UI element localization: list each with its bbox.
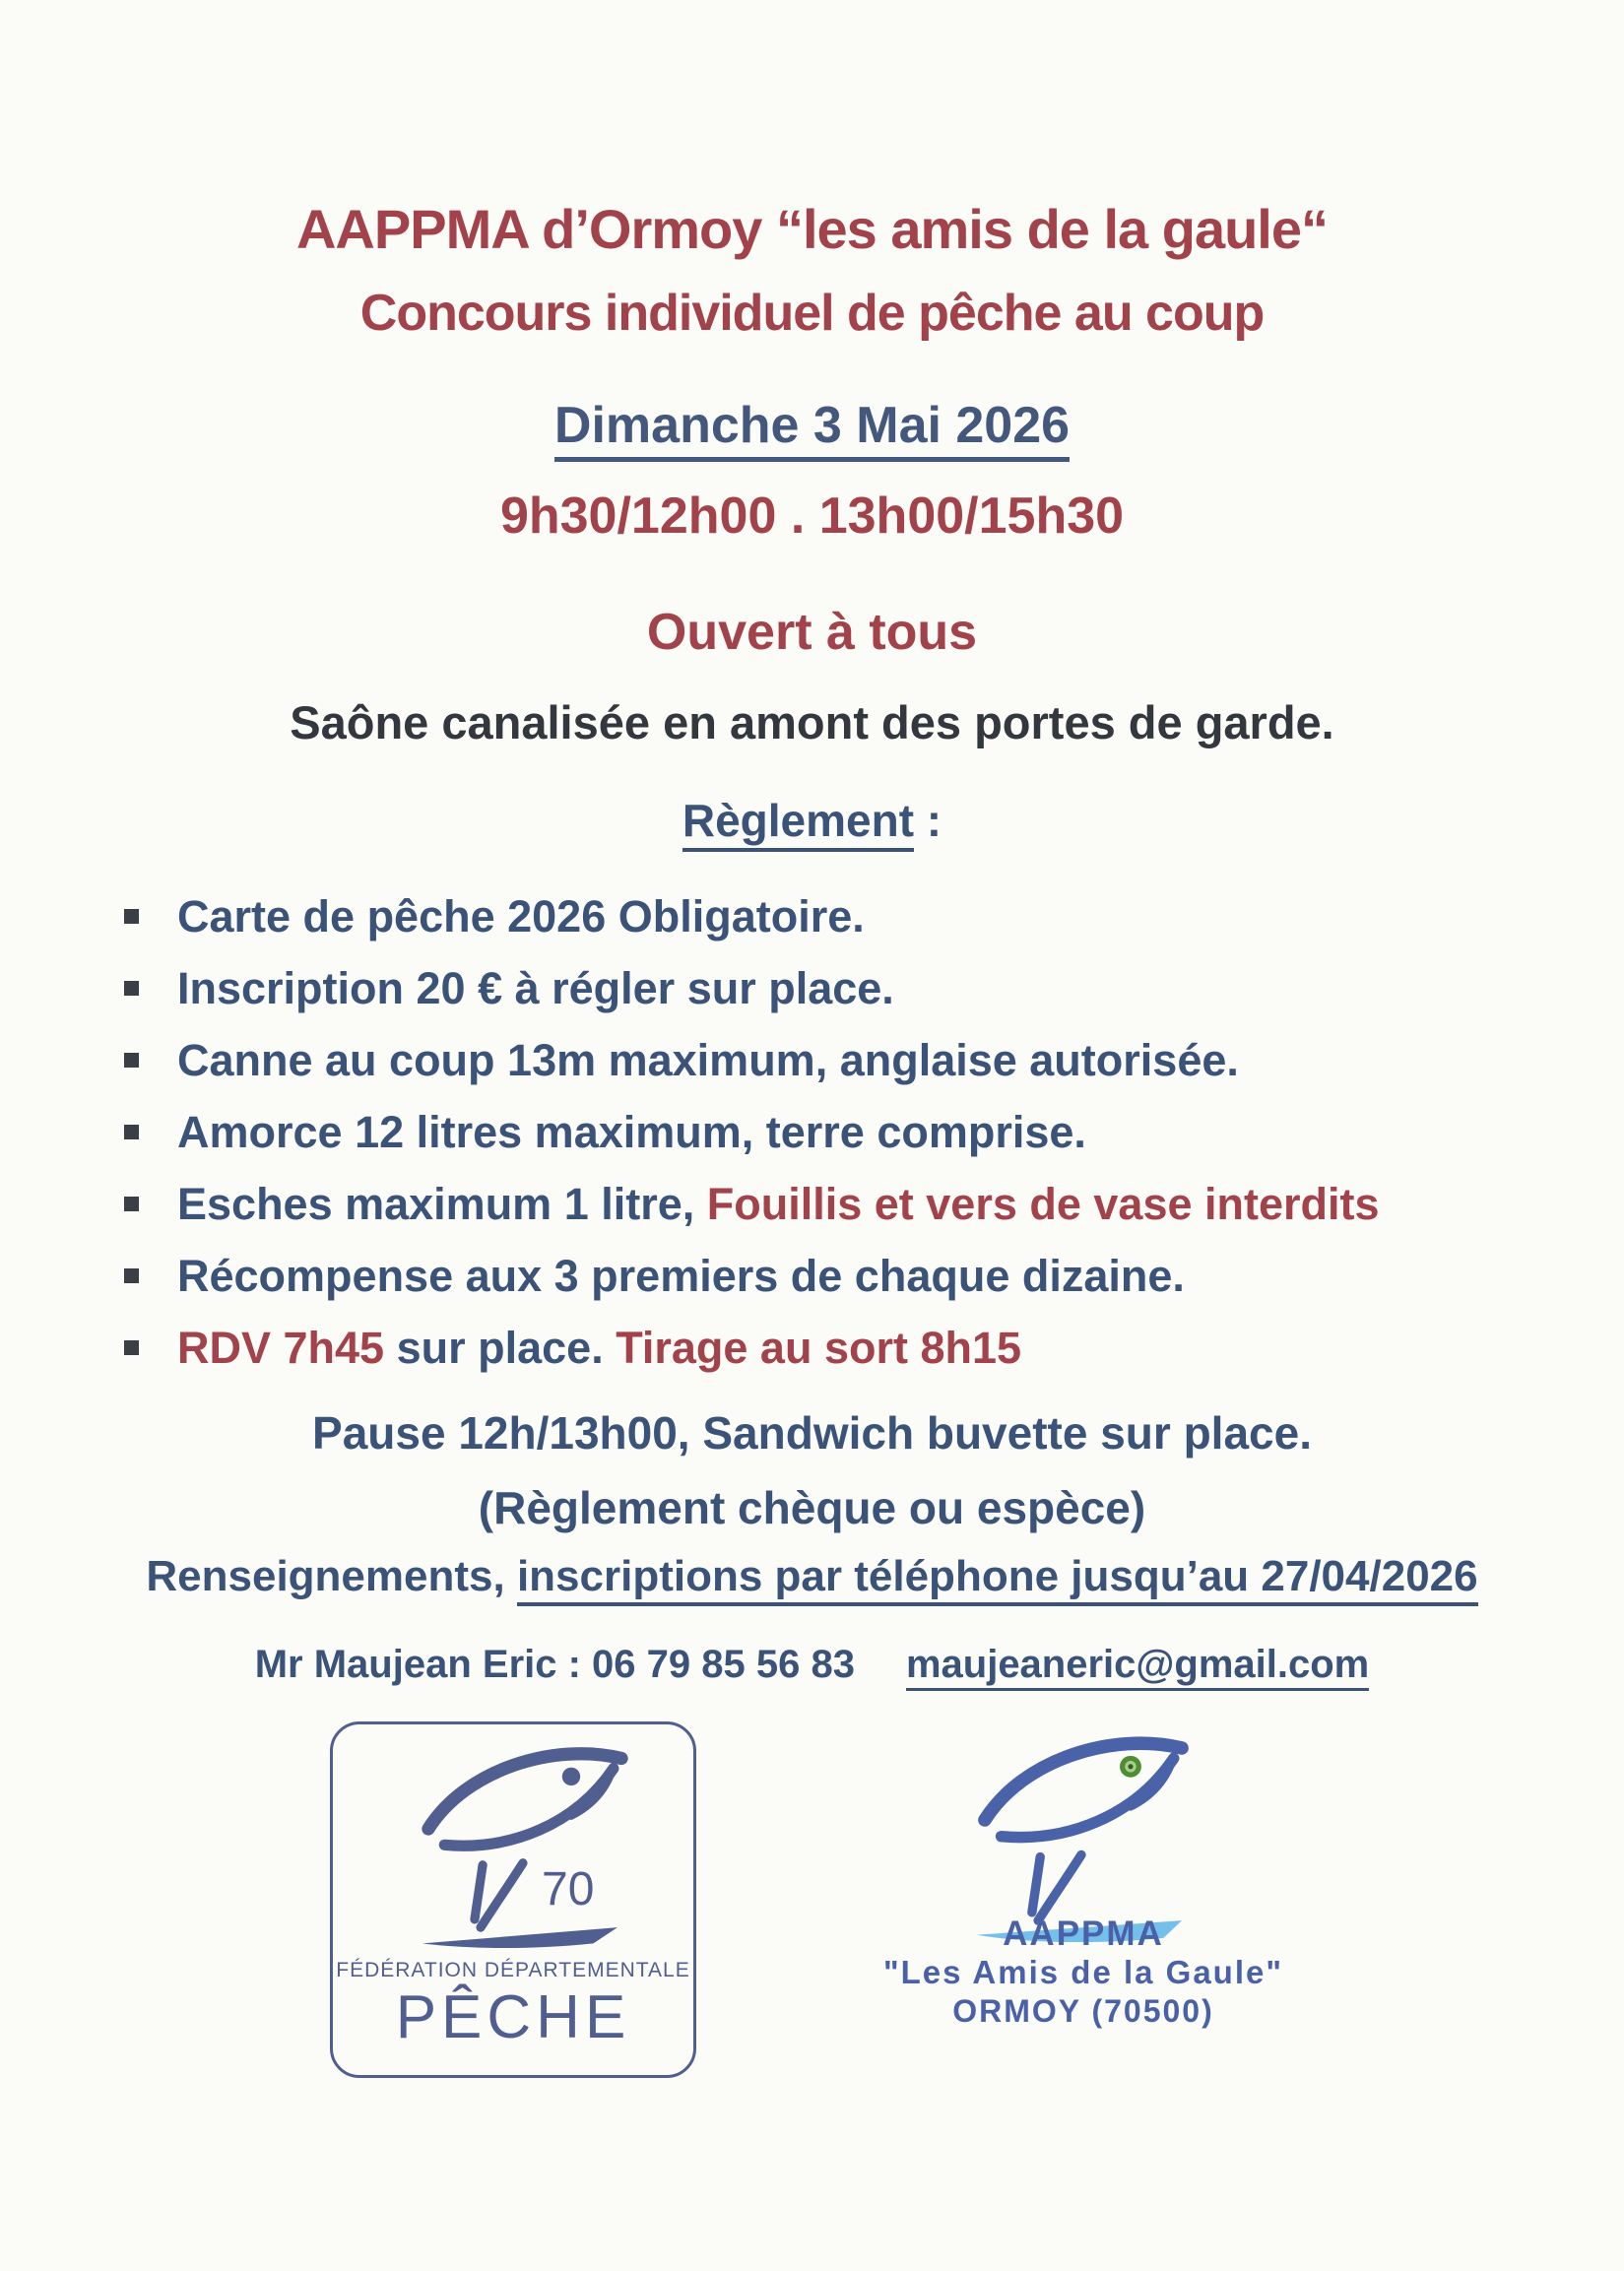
square-bullet-icon (124, 1125, 139, 1139)
rule-text: Esches maximum 1 litre, (177, 1179, 707, 1229)
square-bullet-icon (124, 1340, 139, 1355)
square-bullet-icon (124, 1053, 139, 1068)
rule-item-amorce (0, 1096, 1624, 1168)
square-bullet-icon (124, 1197, 139, 1211)
rule-text-warning: Fouillis et vers de vase interdits (706, 1179, 1380, 1229)
rule-text: Récompense aux 3 premiers de chaque dizaine. (177, 1251, 1185, 1301)
federation-number: 70 (542, 1863, 595, 1915)
pause-info: Pause 12h/13h00, Sandwich buvette sur place. (312, 1407, 1312, 1459)
federation-peche-logo (330, 1721, 696, 2078)
payment-info: (Règlement chèque ou espèce) (478, 1482, 1146, 1533)
rule-text: Amorce 12 litres maximum, terre comprise. (177, 1107, 1086, 1157)
rule-item-recompense (0, 1240, 1624, 1312)
square-bullet-icon (124, 1268, 139, 1283)
venue: Saône canalisée en amont des portes de garde. (290, 696, 1334, 748)
rules-heading-line (0, 794, 1624, 847)
square-bullet-icon (124, 909, 139, 924)
registration-deadline: inscriptions par téléphone jusqu’au 27/04/2026 (517, 1552, 1478, 1606)
contact-email: maujeaneric@gmail.com (906, 1643, 1369, 1691)
aappma-club: "Les Amis de la Gaule" (882, 1954, 1284, 1990)
registration-info-prefix: Renseignements, (146, 1552, 517, 1600)
rule-text: Carte de pêche 2026 Obligatoire. (177, 891, 865, 941)
rules-heading-colon: : (914, 795, 942, 846)
rule-text: sur place. (396, 1323, 617, 1373)
aappma-org: AAPPMA (1003, 1914, 1164, 1953)
rule-item-carte (0, 880, 1624, 952)
rules-list (0, 880, 1624, 1384)
federation-name: FÉDÉRATION DÉPARTEMENTALE (336, 1959, 690, 1981)
rule-text-rdv: RDV 7h45 (177, 1323, 397, 1373)
rule-item-esches (0, 1168, 1624, 1240)
contact-name-phone: Mr Maujean Eric : 06 79 85 56 83 (254, 1643, 855, 1686)
event-date-line (0, 396, 1624, 455)
aappma-city: ORMOY (70500) (952, 1993, 1214, 2029)
rule-item-canne (0, 1024, 1624, 1096)
federation-word: PÊCHE (395, 1983, 631, 2051)
square-bullet-icon (124, 981, 139, 996)
open-to-all: Ouvert à tous (646, 604, 978, 661)
rule-text-tirage: Tirage au sort 8h15 (616, 1323, 1022, 1373)
rule-item-rdv (0, 1312, 1624, 1384)
aappma-logo (867, 1716, 1300, 2050)
contact-line (0, 1643, 1624, 1687)
event-times: 9h30/12h00 . 13h00/15h30 (499, 487, 1125, 545)
event-date: Dimanche 3 Mai 2026 (554, 397, 1070, 462)
rule-text: Canne au coup 13m maximum, anglaise autorisée. (177, 1035, 1239, 1085)
rule-item-inscription (0, 952, 1624, 1024)
rules-heading: Règlement (682, 795, 914, 852)
registration-info-line (0, 1552, 1624, 1601)
page-title: AAPPMA d’Ormoy “les amis de la gaule“ (295, 197, 1328, 260)
rule-text: Inscription 20 € à régler sur place. (177, 963, 894, 1013)
event-subtitle: Concours individuel de pêche au coup (359, 285, 1265, 342)
fish-icon (412, 1734, 638, 1971)
